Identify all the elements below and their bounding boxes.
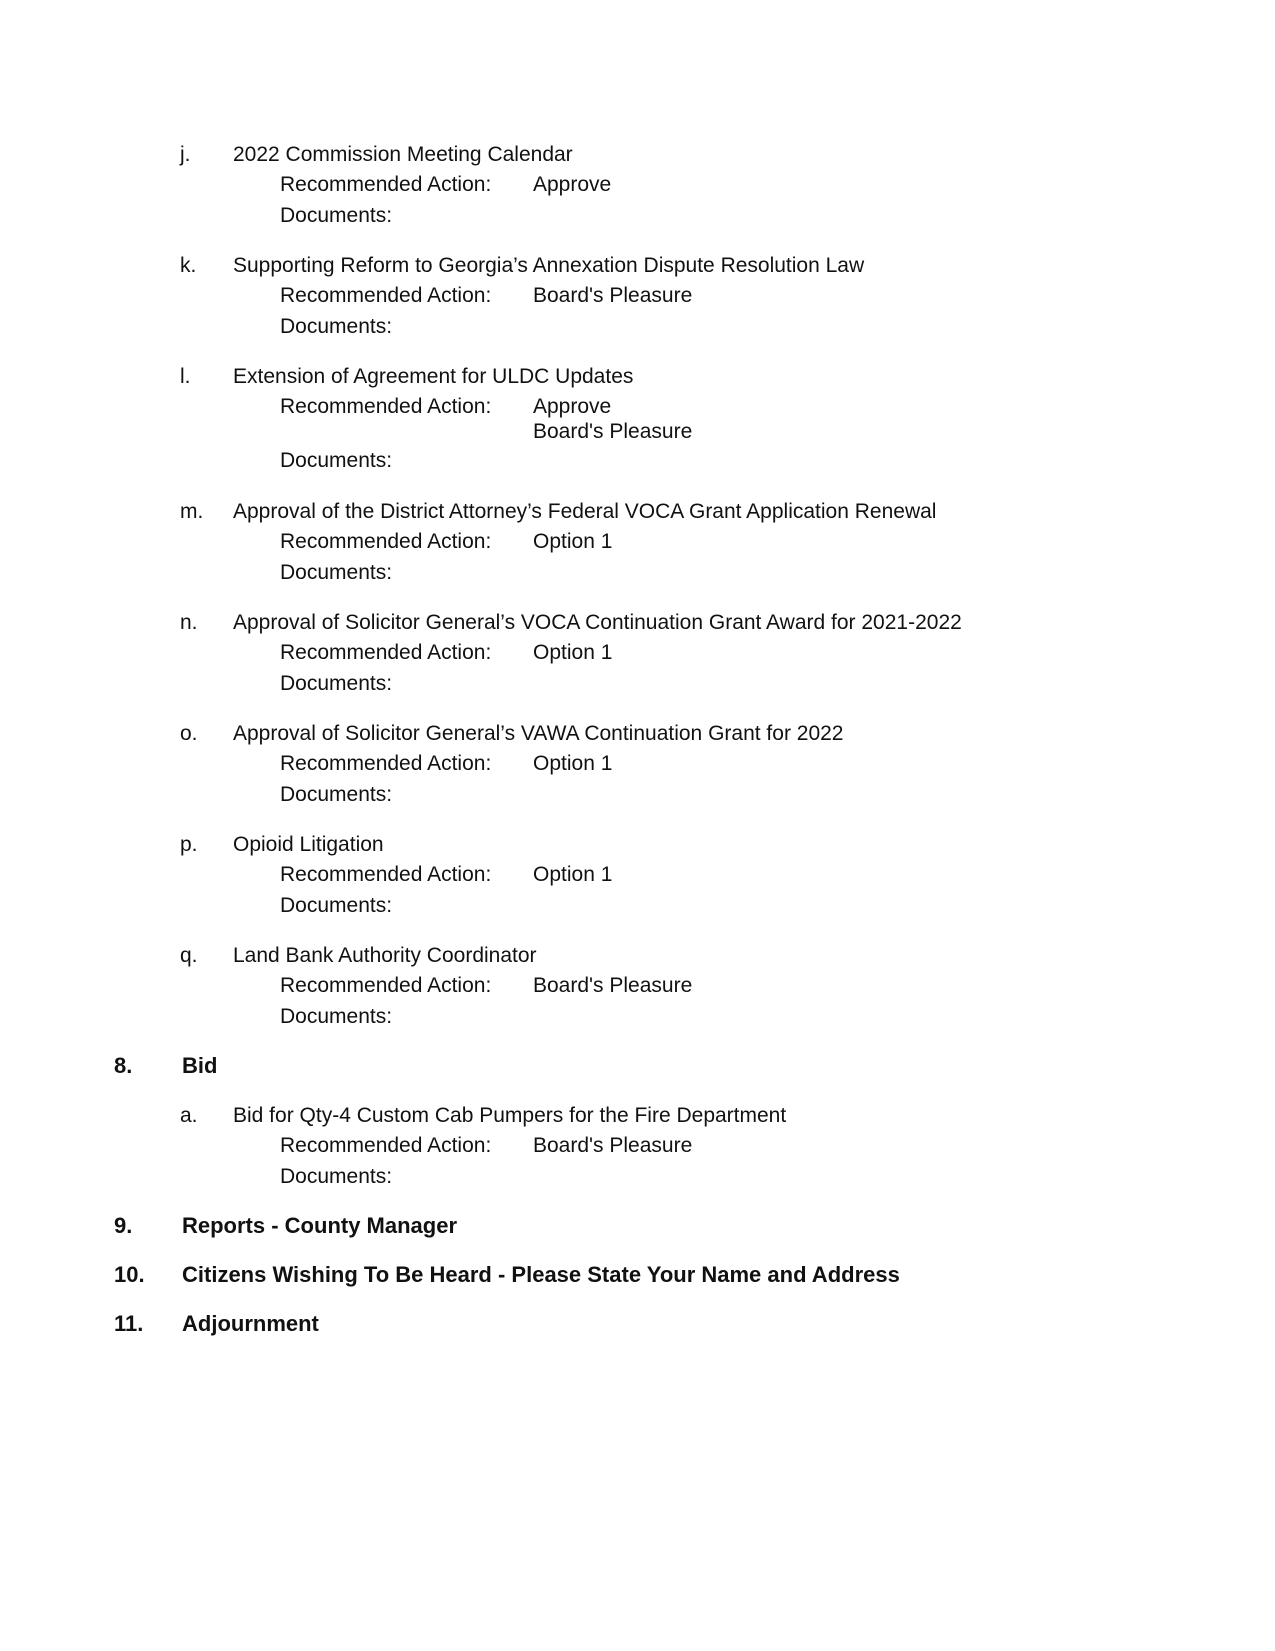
section-title: Bid: [182, 1053, 218, 1078]
recommended-action-label: Recommended Action:: [280, 1134, 492, 1157]
recommended-action-value-2: Board's Pleasure: [533, 420, 693, 443]
section-title: Reports - County Manager: [182, 1213, 458, 1238]
section-number: 8.: [114, 1053, 133, 1078]
documents-label: Documents:: [280, 315, 393, 338]
recommended-action-value: Option 1: [533, 863, 613, 886]
section-title: Citizens Wishing To Be Heard - Please State Your Name and Address: [182, 1262, 900, 1287]
recommended-action-label: Recommended Action:: [280, 284, 492, 307]
item-letter: k.: [180, 254, 197, 277]
recommended-action-label: Recommended Action:: [280, 974, 492, 997]
item-title: Supporting Reform to Georgia’s Annexation Dispute Resolution Law: [233, 254, 865, 277]
item-title: Land Bank Authority Coordinator: [233, 944, 537, 967]
recommended-action-value: Board's Pleasure: [533, 1134, 693, 1157]
section-title: Adjournment: [182, 1311, 319, 1336]
item-title: Approval of Solicitor General’s VAWA Continuation Grant for 2022: [233, 722, 844, 745]
recommended-action-label: Recommended Action:: [280, 641, 492, 664]
recommended-action-label: Recommended Action:: [280, 752, 492, 775]
section-number: 11.: [114, 1311, 144, 1336]
item-title: Extension of Agreement for ULDC Updates: [233, 365, 634, 388]
recommended-action-value: Approve: [533, 395, 612, 418]
documents-label: Documents:: [280, 672, 393, 695]
recommended-action-value: Option 1: [533, 530, 613, 553]
item-letter: q.: [180, 944, 198, 967]
item-letter: a.: [180, 1104, 198, 1127]
item-title: Bid for Qty-4 Custom Cab Pumpers for the Fire Department: [233, 1104, 787, 1127]
item-title: 2022 Commission Meeting Calendar: [233, 143, 573, 166]
item-letter: p.: [180, 833, 198, 856]
documents-label: Documents:: [280, 894, 393, 917]
recommended-action-label: Recommended Action:: [280, 173, 492, 196]
recommended-action-value: Option 1: [533, 641, 613, 664]
item-letter: o.: [180, 722, 198, 745]
item-letter: m.: [180, 500, 204, 523]
recommended-action-value: Board's Pleasure: [533, 974, 693, 997]
item-title: Approval of Solicitor General’s VOCA Continuation Grant Award for 2021-2022: [233, 611, 962, 634]
documents-label: Documents:: [280, 1005, 393, 1028]
recommended-action-value: Board's Pleasure: [533, 284, 693, 307]
item-title: Opioid Litigation: [233, 833, 384, 856]
recommended-action-value: Approve: [533, 173, 612, 196]
documents-label: Documents:: [280, 449, 393, 472]
item-title: Approval of the District Attorney’s Federal VOCA Grant Application Renewal: [233, 500, 937, 523]
recommended-action-label: Recommended Action:: [280, 395, 492, 418]
recommended-action-label: Recommended Action:: [280, 863, 492, 886]
item-letter: j.: [180, 143, 191, 166]
recommended-action-label: Recommended Action:: [280, 530, 492, 553]
documents-label: Documents:: [280, 561, 393, 584]
documents-label: Documents:: [280, 783, 393, 806]
documents-label: Documents:: [280, 1165, 393, 1188]
item-letter: n.: [180, 611, 198, 634]
section-number: 10.: [114, 1262, 145, 1287]
recommended-action-value: Option 1: [533, 752, 613, 775]
section-number: 9.: [114, 1213, 133, 1238]
documents-label: Documents:: [280, 204, 393, 227]
item-letter: l.: [180, 365, 191, 388]
